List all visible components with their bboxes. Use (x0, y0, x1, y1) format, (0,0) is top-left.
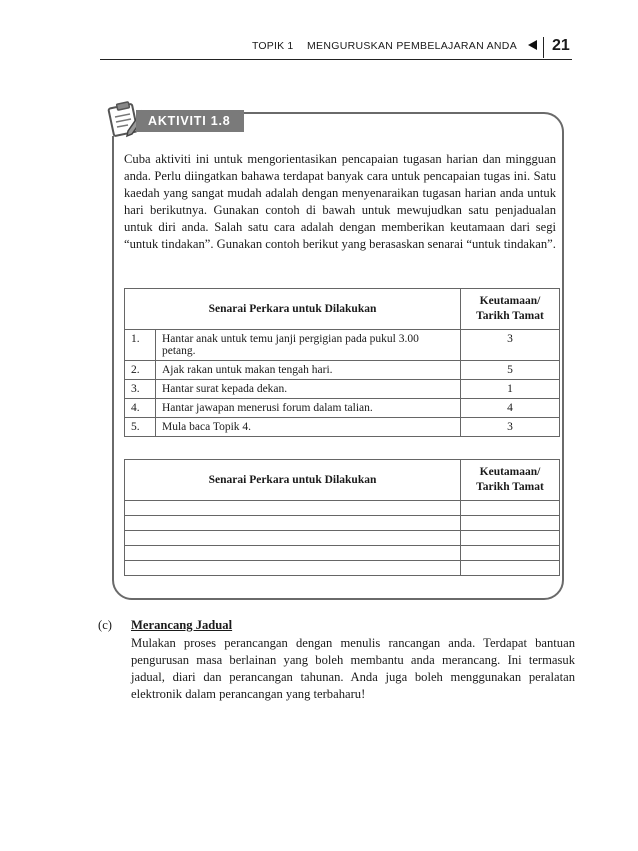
blank-priority-cell (461, 546, 560, 561)
column-header-priority: Keutamaan/ Tarikh Tamat (461, 460, 560, 501)
blank-row (125, 531, 560, 546)
running-header (100, 37, 572, 60)
row-number: 4. (125, 399, 156, 418)
blank-task-cell (125, 501, 461, 516)
priority-value: 3 (461, 330, 560, 361)
section-body: Mulakan proses perancangan dengan menulis rancangan anda. Terdapat bantuan pengurusan masa berlainan yang boleh membantu anda merancang. Ini termasuk jadual, diari dan perancangan tahunan. Anda juga boleh menggunakan peralatan elektronik dalam perancangan yang terbaharu! (131, 636, 575, 701)
blank-priority-cell (461, 516, 560, 531)
blank-row (125, 561, 560, 576)
column-header-task: Senarai Perkara untuk Dilakukan (125, 460, 461, 501)
page-number: 21 (552, 37, 570, 54)
activity-label: AKTIVITI 1.8 (136, 110, 244, 132)
left-triangle-icon (528, 40, 537, 50)
priority-value: 1 (461, 380, 560, 399)
task-text: Ajak rakan untuk makan tengah hari. (156, 361, 461, 380)
blank-todo-table (124, 459, 560, 576)
blank-row (125, 516, 560, 531)
task-text: Hantar surat kepada dekan. (156, 380, 461, 399)
row-number: 3. (125, 380, 156, 399)
blank-priority-cell (461, 561, 560, 576)
blank-priority-cell (461, 501, 560, 516)
task-text: Hantar jawapan menerusi forum dalam talian. (156, 399, 461, 418)
header-chapter-title: MENGURUSKAN PEMBELAJARAN ANDA (307, 40, 517, 52)
table-row (125, 380, 560, 399)
column-header-task: Senarai Perkara untuk Dilakukan (125, 289, 461, 330)
table-row (125, 418, 560, 437)
blank-task-cell (125, 531, 461, 546)
priority-value: 5 (461, 361, 560, 380)
header-topic: TOPIK 1 (252, 40, 294, 52)
table-row (125, 361, 560, 380)
row-number: 2. (125, 361, 156, 380)
blank-task-cell (125, 561, 461, 576)
table-row (125, 330, 560, 361)
column-header-priority: Keutamaan/ Tarikh Tamat (461, 289, 560, 330)
priority-value: 4 (461, 399, 560, 418)
section-label: (c) (98, 618, 112, 632)
blank-task-cell (125, 546, 461, 561)
header-divider (543, 37, 544, 58)
task-text: Mula baca Topik 4. (156, 418, 461, 437)
row-number: 5. (125, 418, 156, 437)
priority-value: 3 (461, 418, 560, 437)
blank-row (125, 501, 560, 516)
activity-instructions: Cuba aktiviti ini untuk mengorientasikan pencapaian tugasan harian dan mingguan anda. Perlu diingatkan bahawa terdapat banyak cara untuk pencapaian tugas ini. Satu kaedah yang sangat mudah adalah dengan menyenaraikan tugasan harian anda untuk hari berikutnya. Gunakan contoh di bawah untuk mewujudkan satu penjadualan untuk diri anda. Salah satu cara adalah dengan memberikan keutamaan dari segi “untuk tindakan”. Gunakan contoh berikut yang berasaskan senarai “untuk tindakan”. (124, 152, 556, 251)
task-text: Hantar anak untuk temu janji pergigian pada pukul 3.00 petang. (156, 330, 461, 361)
blank-task-cell (125, 516, 461, 531)
blank-priority-cell (461, 531, 560, 546)
section-title: Merancang Jadual (131, 618, 233, 632)
table-row (125, 399, 560, 418)
blank-row (125, 546, 560, 561)
example-todo-table (124, 288, 560, 437)
row-number: 1. (125, 330, 156, 361)
